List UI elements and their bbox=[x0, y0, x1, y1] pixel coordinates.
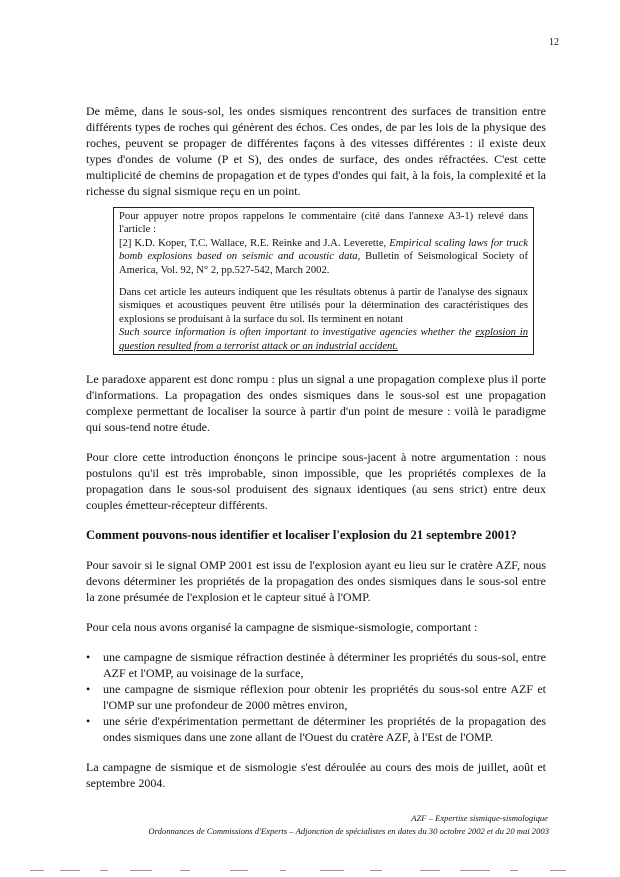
final-paragraph: La campagne de sismique et de sismologie s'est déroulée au cours des mois de juillet, août et septembre 2004. bbox=[86, 760, 546, 791]
paradox-paragraph: Le paradoxe apparent est donc rompu : plus un signal a une propagation complexe plus il porte d'informations. La propagation des ondes sismiques dans le sous-sol est une propagation complexe permettant de localiser la source à partir d'un point de mesure : voilà le paradigme qui sous-tend notre étude. bbox=[86, 372, 546, 435]
bullet-icon: • bbox=[86, 682, 91, 697]
reference-journal: , Bulletin of Seismological Society of America, Vol. 92, N° 2, pp.527-542, March 2002. bbox=[119, 251, 528, 276]
list-item-text: une campagne de sismique réfraction destinée à déterminer les propriétés du sous-sol, entre AZF et l'OMP, au voisinage de la surface, bbox=[103, 650, 546, 681]
list-item bbox=[86, 713, 546, 745]
quote-text: Such source information is often important to investigative agencies whether the bbox=[119, 327, 476, 339]
list-item-text: une campagne de sismique réflexion pour obtenir les propriétés du sous-sol entre AZF et l'OMP sur une profondeur de 2000 mètres environ, bbox=[103, 682, 546, 713]
campaign-list bbox=[86, 649, 546, 745]
bullet-icon: • bbox=[86, 650, 91, 665]
bullet-icon: • bbox=[86, 714, 91, 729]
citation-lead: Pour appuyer notre propos rappelons le commentaire (cité dans l'annexe A3-1) relevé dans l'article : bbox=[119, 211, 528, 236]
list-item bbox=[86, 681, 546, 713]
reference-title: Empirical scaling laws for truck bomb explosions based on seismic and acoustic data bbox=[119, 237, 528, 263]
scan-artifact bbox=[30, 870, 590, 873]
citation-box bbox=[113, 207, 534, 355]
section-heading: Comment pouvons-nous identifier et localiser l'explosion du 21 septembre 2001? bbox=[86, 528, 517, 543]
citation-quote bbox=[119, 326, 528, 353]
quote-underlined-text: explosion in question resulted from a terrorist attack or an industrial accident. bbox=[119, 327, 528, 352]
closing-paragraph: Pour clore cette introduction énonçons le principe sous-jacent à notre argumentation : nous postulons qu'il est très improbable, sinon impossible, que les propriétés complexes de la propagation dans le sous-sol produisent des signaux identiques (au sens strict) entre deux couples émetteur-récepteur différents. bbox=[86, 450, 546, 513]
list-item-text: une série d'expérimentation permettant de déterminer les propriétés de la propagation des ondes sismiques dans une zone allant de l'Ouest du cratère AZF, à l'Est de l'OMP. bbox=[103, 714, 546, 745]
page-number: 12 bbox=[549, 37, 559, 48]
footer-title: AZF – Expertise sismique-sismologique bbox=[411, 813, 548, 823]
citation-reference bbox=[119, 237, 528, 277]
footer-orders: Ordonnances de Commissions d'Experts – Adjonction de spécialistes en dates du 30 octobre 2002 et du 20 mai 2003 bbox=[148, 826, 549, 836]
reference-authors: [2] K.D. Koper, T.C. Wallace, R.E. Reinke and J.A. Leverette, bbox=[119, 237, 390, 249]
question-paragraph: Pour savoir si le signal OMP 2001 est issu de l'explosion ayant eu lieu sur le cratère AZF, nous devons déterminer les propriétés de la propagation des ondes sismiques dans le sous-sol entre la zone présumée de l'explosion et le capteur situé à l'OMP. bbox=[86, 558, 546, 605]
citation-summary: Dans cet article les auteurs indiquent que les résultats obtenus à partir de l'analyse des signaux sismiques et acoustiques peuvent être utilisés pour la détermination des caractéristiques des explosions se produisant à la surface du sol. Ils terminent en notant bbox=[119, 287, 528, 325]
page-body bbox=[86, 103, 546, 805]
intro-paragraph: De même, dans le sous-sol, les ondes sismiques rencontrent des surfaces de transition entre différents types de roches qui génèrent des échos. Ces ondes, de par les lois de la physique des roches, peuvent se propager de différentes façons à des vitesses différentes : il existe deux types d'ondes de volume (P et S), des ondes de surface, des ondes réfractées. C'est cette multiplicité de chemins de propagation et de types d'ondes qui fait, à la fois, la complexité et la richesse du signal sismique reçu en un point. bbox=[86, 104, 546, 198]
campaign-intro: Pour cela nous avons organisé la campagne de sismique-sismologie, comportant : bbox=[86, 620, 478, 635]
list-item bbox=[86, 649, 546, 681]
